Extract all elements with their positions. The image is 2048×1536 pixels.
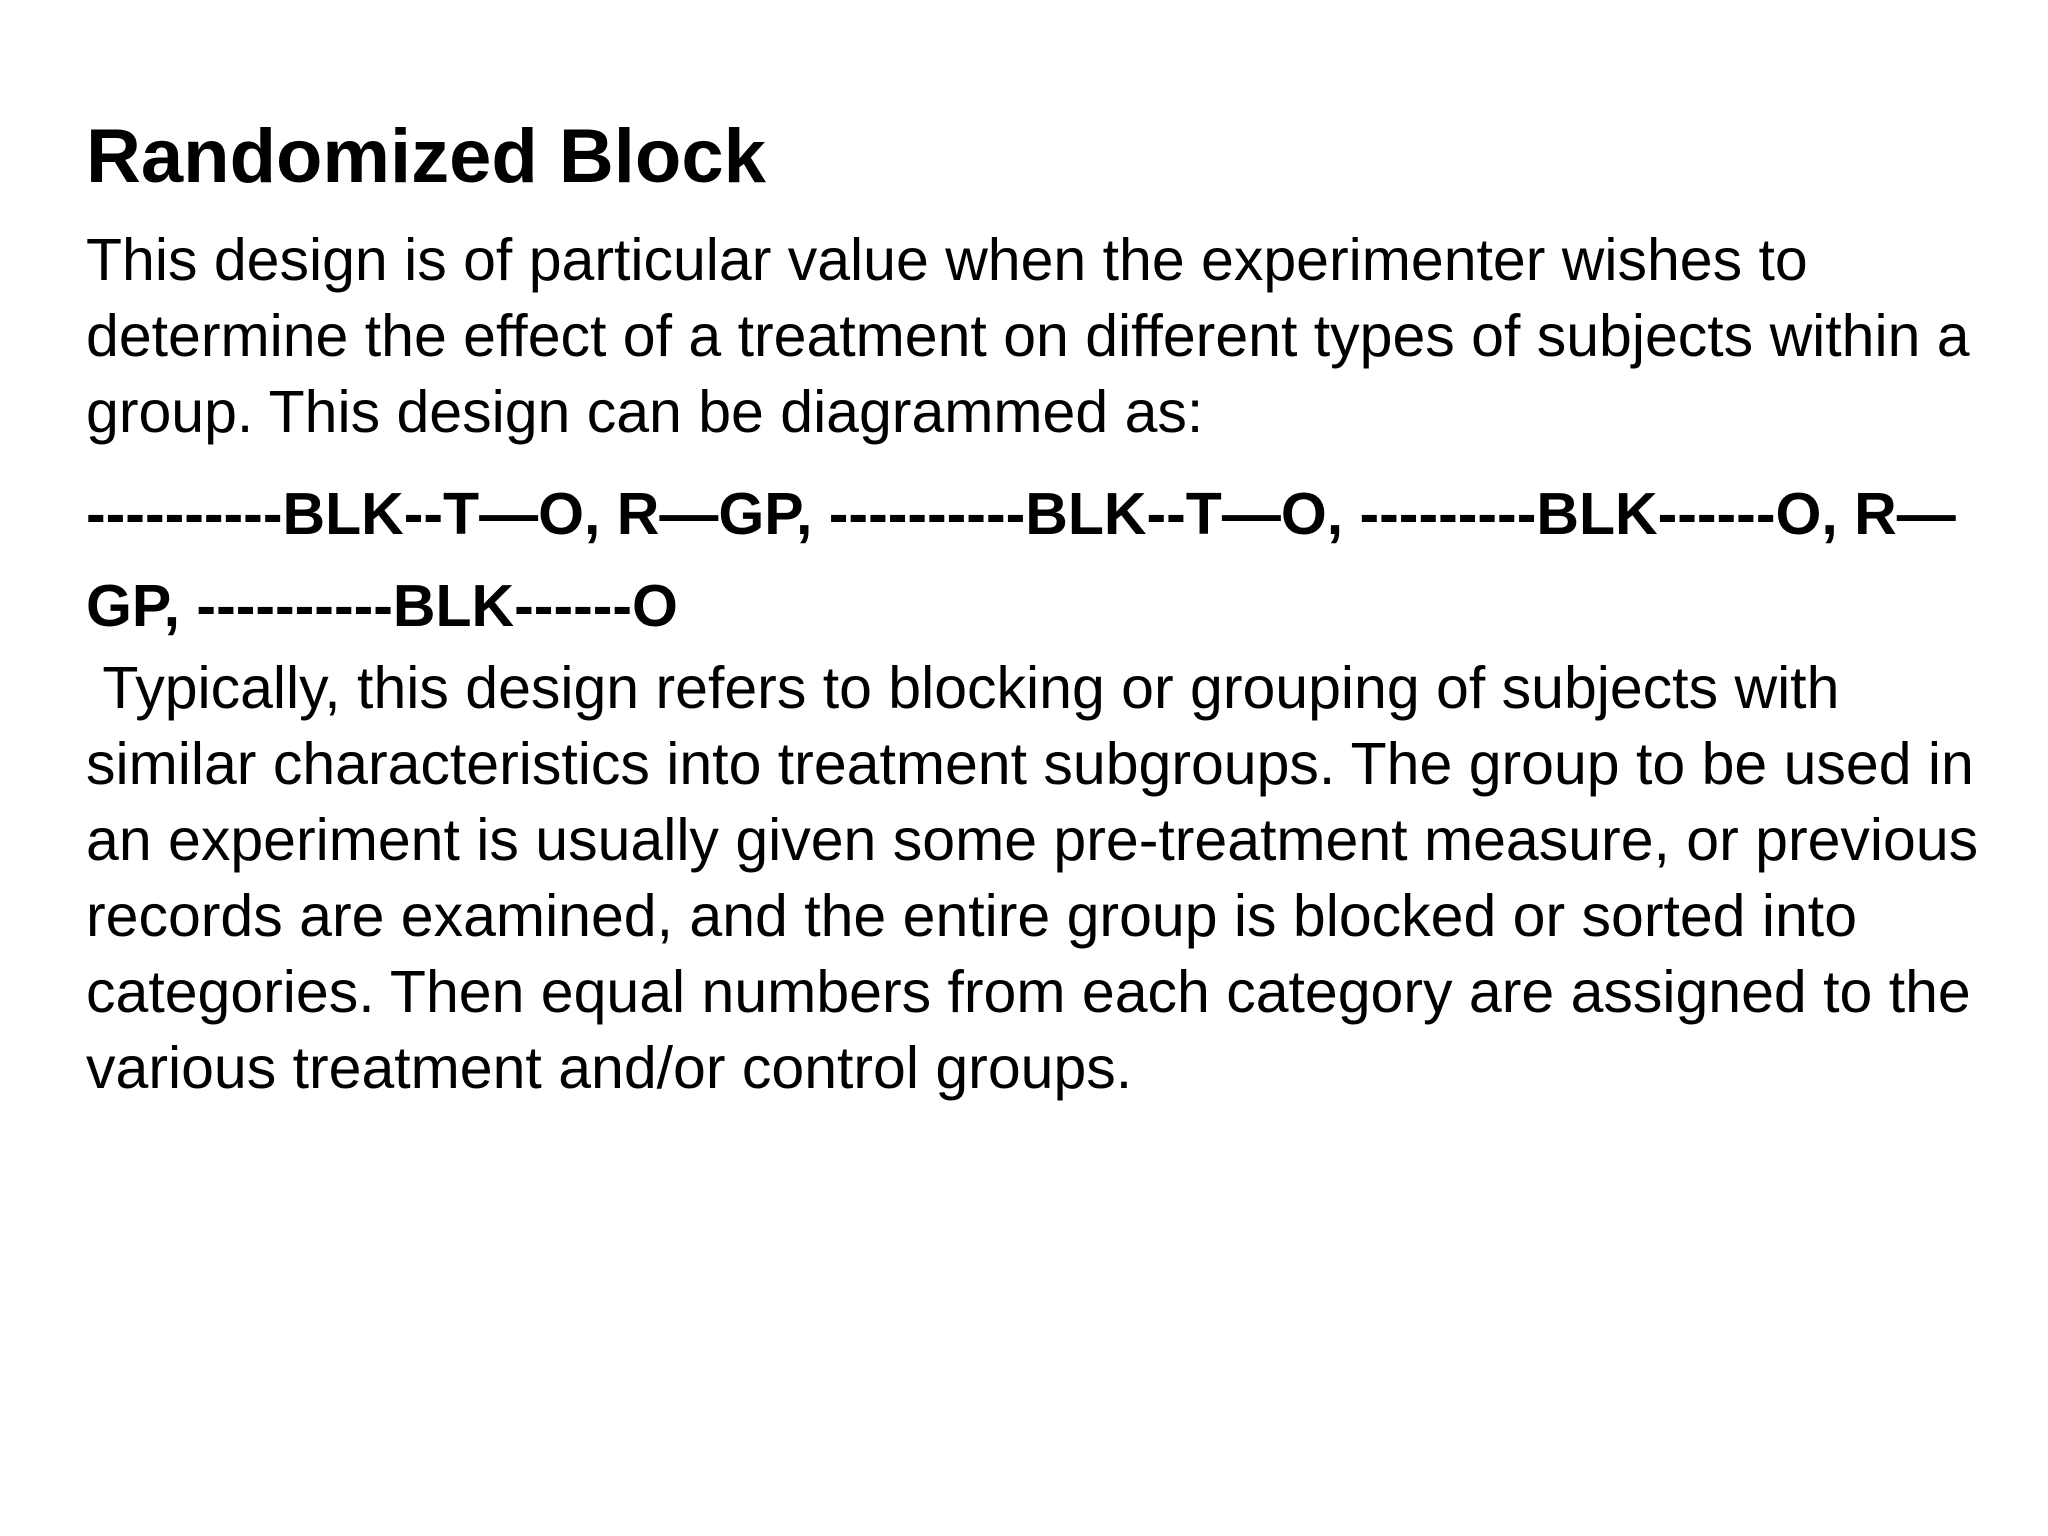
intro-paragraph: This design is of particular value when the experimenter wishes to determine the effect of a treatment on different types of subjects within a group. This design can be diagrammed as: [86, 227, 1970, 445]
detail-paragraph: Typically, this design refers to blocking or grouping of subjects with similar characteristics into treatment subgroups. The group to be used in an experiment is usually given some pre-treatment measure, or previous records are examined, and the entire group is blocked or sorted into categories. Then equal numbers from each category are assigned to the various treatment and/or control groups. [86, 655, 1995, 1101]
design-diagram: ----------BLK--T—O, R—GP, ----------BLK--T—O, ---------BLK------O, R—GP, ----------BLK------O [86, 481, 1956, 639]
slide-title: Randomized Block [86, 114, 766, 199]
